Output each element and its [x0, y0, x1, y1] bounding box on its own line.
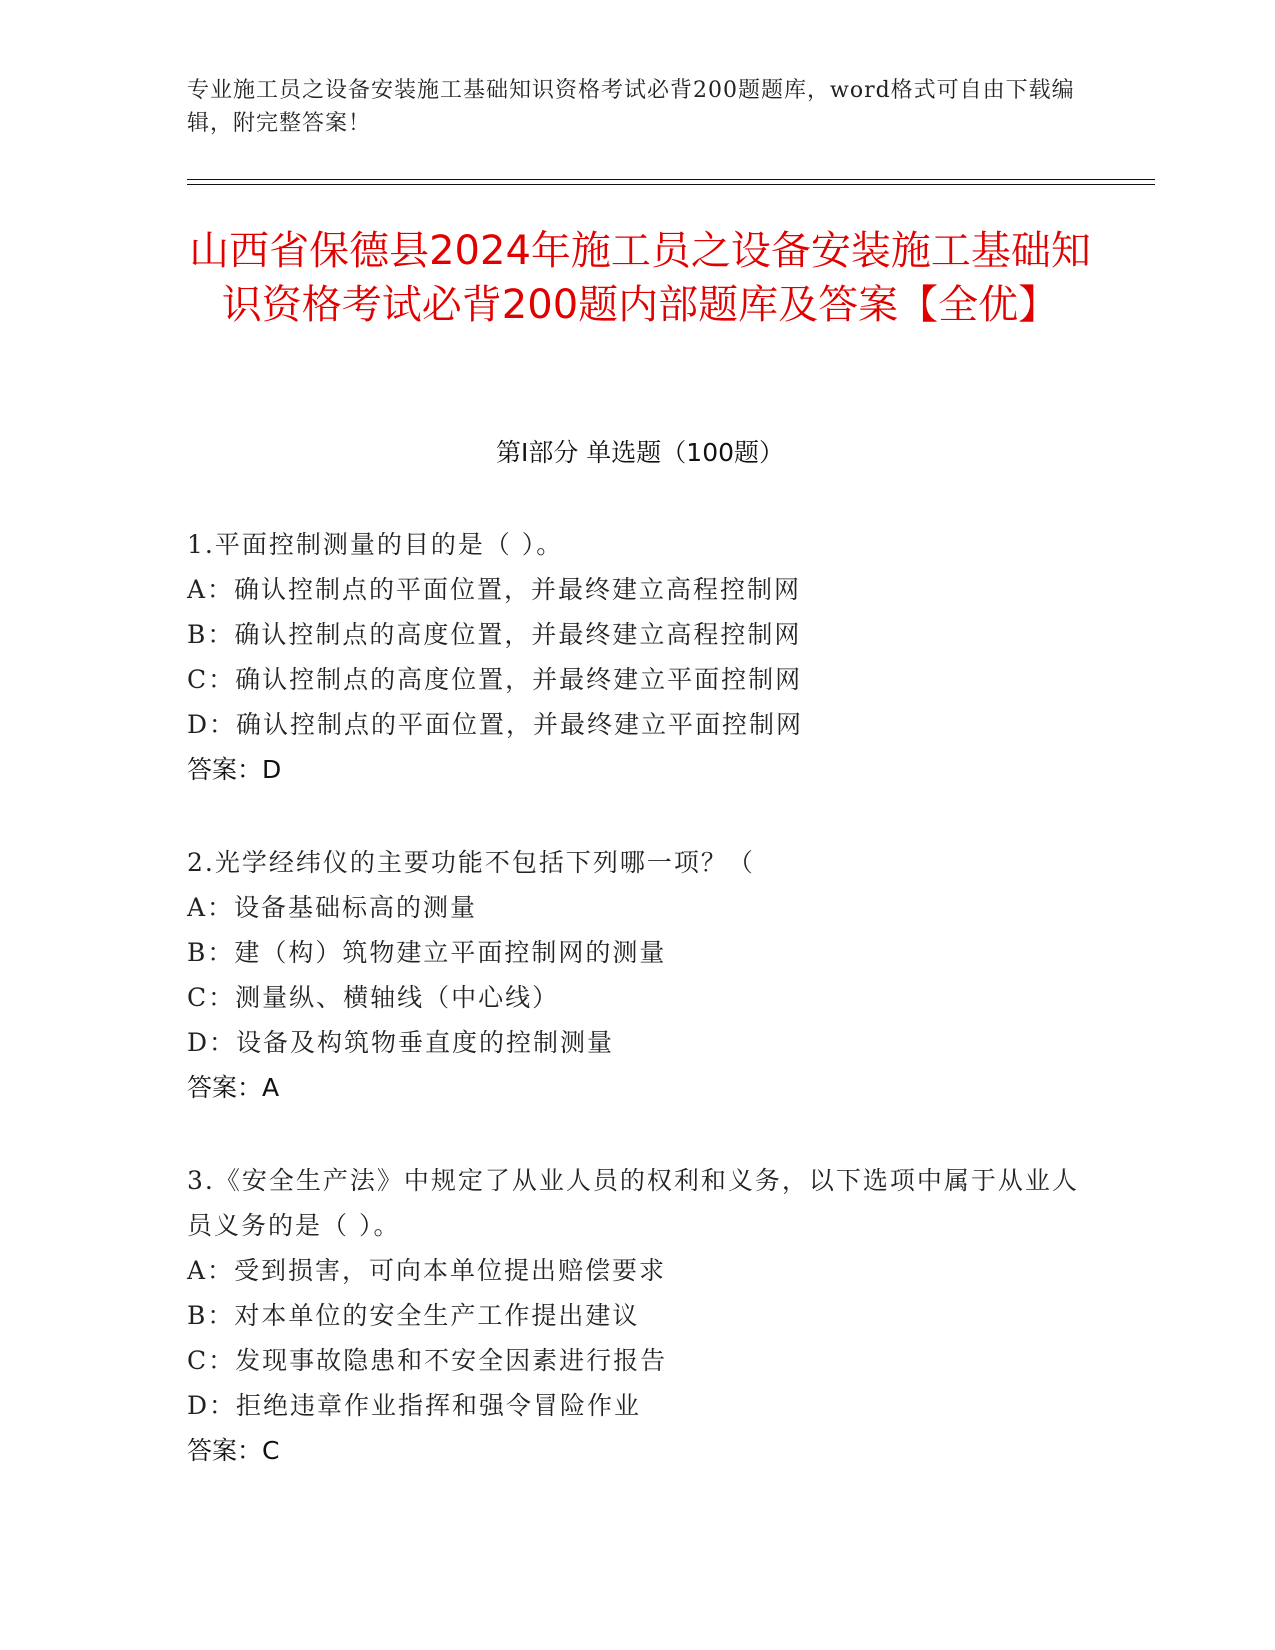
option-a: A：受到损害，可向本单位提出赔偿要求: [187, 1256, 667, 1285]
option-b: B：确认控制点的高度位置，并最终建立高程控制网: [187, 620, 802, 649]
question-stem: 3.《安全生产法》中规定了从业人员的权利和义务，以下选项中属于从业人员义务的是（ ）。: [187, 1166, 1079, 1240]
option-d: D：拒绝违章作业指挥和强令冒险作业: [187, 1391, 642, 1420]
option-c: C：发现事故隐患和不安全因素进行报告: [187, 1346, 668, 1375]
answer: 答案：D: [187, 755, 282, 784]
option-a: A：设备基础标高的测量: [187, 893, 478, 922]
option-b: B：对本单位的安全生产工作提出建议: [187, 1301, 640, 1330]
header-note: 专业施工员之设备安装施工基础知识资格考试必背200题题库，word格式可自由下载编辑，附完整答案！: [187, 78, 1075, 136]
question-2: [187, 840, 1087, 1110]
question-stem: 2.光学经纬仪的主要功能不包括下列哪一项？（: [187, 848, 755, 877]
header-divider-top: [187, 179, 1155, 180]
option-d: D：确认控制点的平面位置，并最终建立平面控制网: [187, 710, 804, 739]
answer: 答案：C: [187, 1436, 280, 1465]
option-c: C：测量纵、横轴线（中心线）: [187, 983, 560, 1012]
option-a: A：确认控制点的平面位置，并最终建立高程控制网: [187, 575, 802, 604]
question-1: [187, 522, 1087, 792]
section-heading: 第I部分 单选题（100题）: [495, 438, 785, 467]
answer: 答案：A: [187, 1073, 280, 1102]
question-3: [187, 1158, 1087, 1473]
document-title: 山西省保德县2024年施工员之设备安装施工基础知识资格考试必背200题内部题库及答案【全优】: [189, 228, 1091, 328]
option-d: D：设备及构筑物垂直度的控制测量: [187, 1028, 615, 1057]
option-c: C：确认控制点的高度位置，并最终建立平面控制网: [187, 665, 803, 694]
header-divider-bottom: [187, 184, 1155, 185]
option-b: B：建（构）筑物建立平面控制网的测量: [187, 938, 667, 967]
question-stem: 1.平面控制测量的目的是（ ）。: [187, 530, 564, 559]
